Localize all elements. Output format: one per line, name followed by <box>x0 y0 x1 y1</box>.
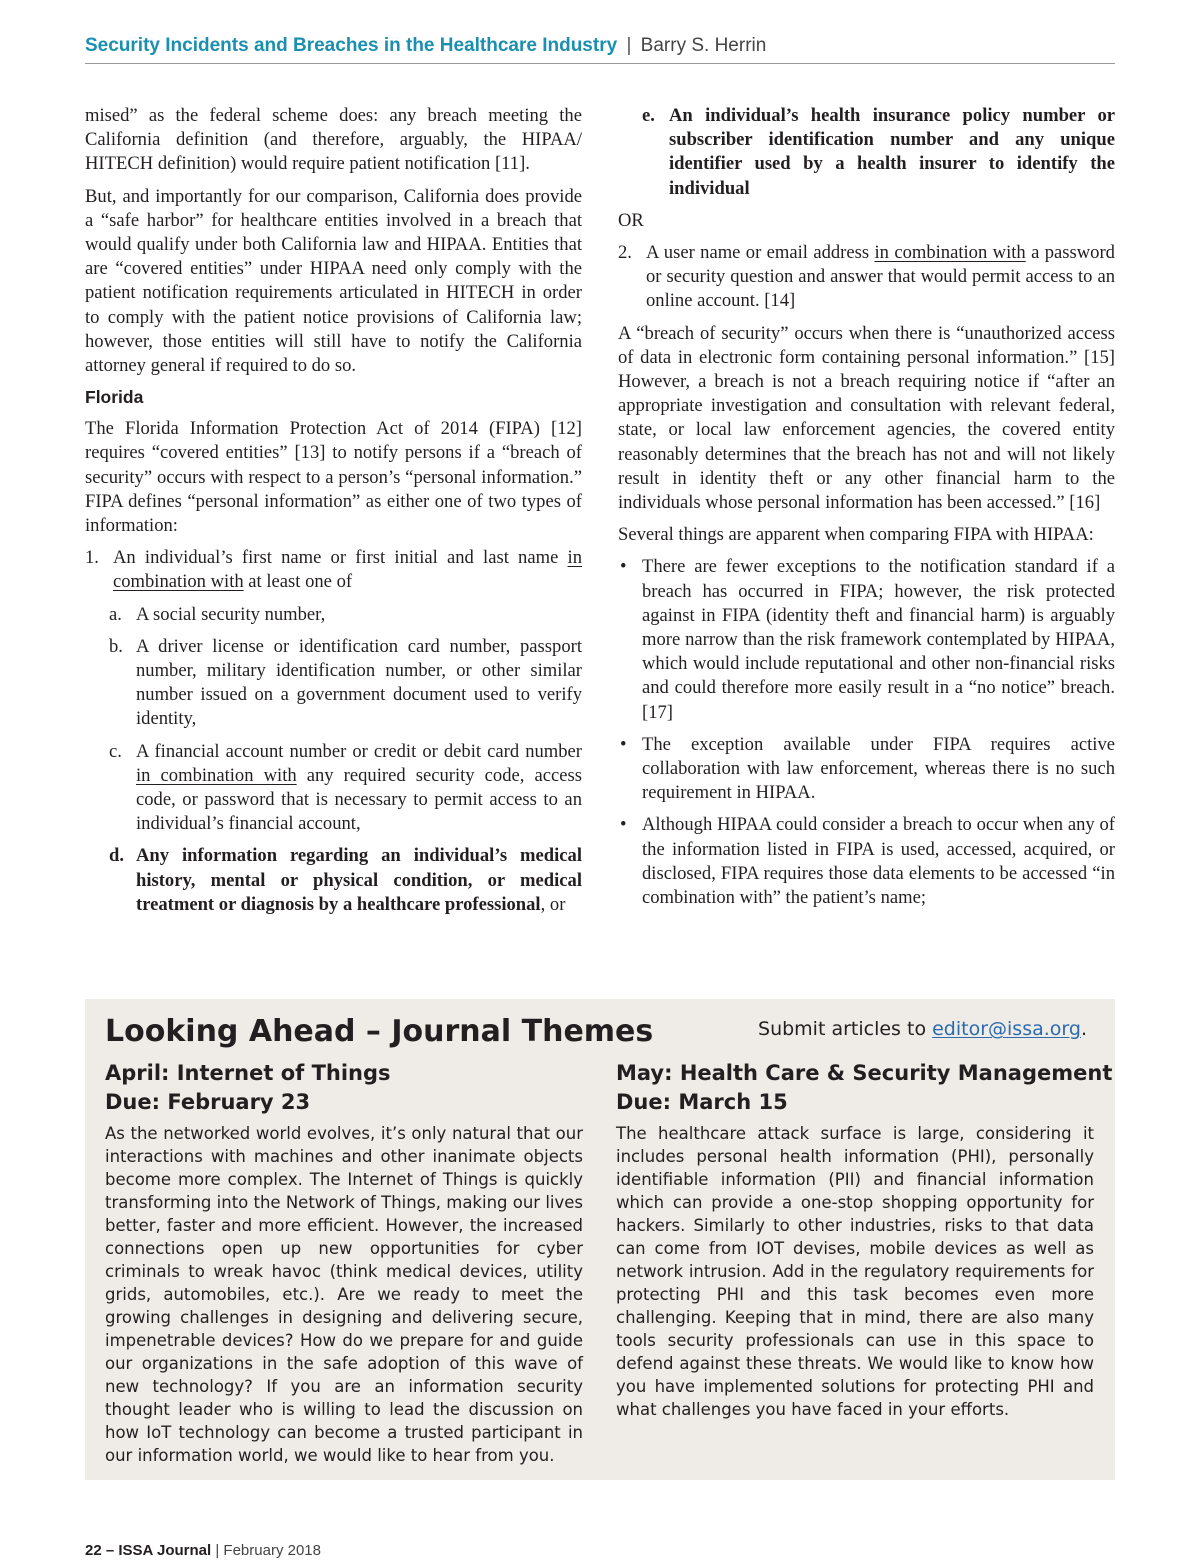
bold-list-text: An individual’s health insurance policy number or subscriber identification number and any unique identifier used by a health insurer to identify the individual <box>669 105 1115 199</box>
or-separator: OR <box>618 209 644 231</box>
list-marker: e. <box>642 105 655 126</box>
list-text: a password or security question and answer that would permit access to an online account. [14] <box>646 242 1115 312</box>
footer-separator: | <box>211 1542 224 1559</box>
theme-heading: May: Health Care & Security Management <box>616 1061 1113 1085</box>
list-item <box>618 241 1115 314</box>
right-column <box>618 104 1115 918</box>
bullet-item <box>618 733 1115 806</box>
section-heading-florida: Florida <box>85 387 144 408</box>
underlined-phrase: in combination with <box>113 547 582 593</box>
list-item <box>85 546 582 594</box>
list-item <box>85 603 582 627</box>
header-rule <box>85 63 1115 64</box>
theme-heading: April: Internet of Things <box>105 1061 391 1085</box>
theme-may <box>616 1059 1113 1421</box>
list-text: A driver license or identification card number, passport number, military identification number, or other similar number issued on a government document used to verify identity, <box>136 635 582 730</box>
theme-due-date: Due: February 23 <box>105 1090 311 1114</box>
list-marker: d. <box>109 845 124 867</box>
list-text: , or <box>540 893 566 915</box>
theme-due-date: Due: March 15 <box>616 1090 788 1114</box>
submit-text: Submit articles to <box>758 1018 933 1040</box>
list-marker: 1. <box>85 547 99 569</box>
bullet-marker: • <box>620 814 627 836</box>
running-header <box>85 34 1115 58</box>
paragraph: A “breach of security” occurs when there is “unauthorized access of data in electronic form containing personal information.” [15] However, a breach is not a breach requiring notice if “after an appropriate investigation and consultation with relevant federal, state, or local law enforcement agencies, the covered entity reasonably determines that the breach has not and will not likely result in identity theft or any other financial harm to the individuals whose personal information has been accessed.” [16] <box>618 322 1115 514</box>
page-number: 22 – <box>85 1542 119 1559</box>
list-text: any required security code, access code, or password that is necessary to permit access to an individual’s financial account, <box>136 764 582 835</box>
bullet-marker: • <box>620 556 627 578</box>
article-author: Barry S. Herrin <box>640 35 767 56</box>
bullet-text: The exception available under FIPA requires active collaboration with law enforcement, whereas there is no such requirement in HIPAA. <box>642 733 1115 804</box>
submit-suffix: . <box>1080 1018 1087 1040</box>
underlined-phrase: in combination with <box>136 764 297 786</box>
theme-description: As the networked world evolves, it’s only natural that our interactions with machines and other inanimate objects become more complex. The Internet of Things is quickly transforming into the Network of Things, making our lives better, faster and more efficient. However, the increased connections open up new opportunities for cyber criminals to wreak havoc (think medical devices, utility grids, automobiles, etc.). Are we ready to meet the growing challenges in designing and delivering secure, impenetrable devices? How do we prepare for and guide our organizations in the safe adoption of this wave of new technology? If you are an information security thought leader who is willing to lead the discussion on how IoT technology can become a trusted participant in our information world, we would like to hear from you. <box>105 1124 584 1465</box>
bullet-text: There are fewer exceptions to the notification standard if a breach has occurred in FIPA; however, the risk protected against in FIPA (identity theft and financial harm) is arguably more narrow than the risk framework contemplated by HIPAA, which would include reputational and other non-financial risks and could therefore more easily result in a “no notice” breach. [17] <box>642 556 1115 723</box>
list-text: A user name or email address <box>646 242 875 264</box>
bullet-item <box>618 813 1115 910</box>
theme-april <box>105 1059 583 1467</box>
bullet-item <box>618 555 1115 724</box>
article-title: Security Incidents and Breaches in the Healthcare Industry <box>85 35 618 56</box>
list-item <box>85 635 582 732</box>
editor-email-link[interactable]: editor@issa.org <box>932 1018 1081 1040</box>
list-text: at least one of <box>243 571 353 593</box>
list-marker: b. <box>109 635 123 657</box>
bold-list-text: Any information regarding an individual’s medical history, mental or physical condition, or medical treatment or diagnosis by a healthcare professional <box>136 845 582 915</box>
list-text: An individual’s first name or first initial and last name <box>113 547 568 569</box>
paragraph: The Florida Information Protection Act of 2014 (FIPA) [12] requires “covered entities” [13] to notify persons if a “breach of security” occurs with respect to a person’s “personal information.” FIPA defines “personal information” as either one of two types of information: <box>85 418 582 537</box>
page-footer <box>85 1541 321 1561</box>
list-marker: c. <box>109 740 122 762</box>
journal-themes-box <box>85 999 1115 1480</box>
submit-articles-line <box>758 1017 1087 1041</box>
themes-title: Looking Ahead – Journal Themes <box>105 1014 654 1049</box>
bullet-marker: • <box>620 733 627 755</box>
list-item <box>85 740 582 837</box>
paragraph: mised” as the federal scheme does: any breach meeting the California definition (and therefore, arguably, the HIPAA/ HITECH definition) would require patient notification [11]. <box>85 105 582 175</box>
issue-date: February 2018 <box>223 1542 321 1559</box>
paragraph: But, and importantly for our comparison, California does provide a “safe harbor” for healthcare entities involved in a breach that would qualify under both California law and HIPAA. Entities that are “covered entities” under HIPAA need only comply with the patient notification requirements articulated in HITECH in order to comply with the patient notice provisions of California law; however, those entities will still have to notify the California attorney general if required to do so. <box>85 185 582 377</box>
list-item <box>618 104 1115 201</box>
list-item <box>85 844 582 917</box>
bullet-text: Although HIPAA could consider a breach to occur when any of the information listed in FIPA is used, accessed, acquired, or disclosed, FIPA requires those data elements to be accessed “in combination with” the patient’s name; <box>642 814 1115 909</box>
underlined-phrase: in combination with <box>874 242 1026 264</box>
list-text: A social security number, <box>136 603 326 625</box>
left-column <box>85 104 582 925</box>
paragraph: Several things are apparent when comparing FIPA with HIPAA: <box>618 524 1094 546</box>
header-separator: | <box>626 35 632 56</box>
list-marker: a. <box>109 603 122 625</box>
list-text: A financial account number or credit or debit card number <box>136 740 582 762</box>
journal-name: ISSA Journal <box>118 1542 212 1559</box>
list-marker: 2. <box>618 242 632 264</box>
theme-description: The healthcare attack surface is large, considering it includes personal health information (PHI), personally identifiable information (PII) and financial information which can provide a one-stop shopping opportunity for hackers. Similarly to other industries, risks to that data can come from IOT devises, mobile devices as well as network intrusion. Add in the regulatory requirements for protecting PHI and this task becomes even more challenging. Keeping that in mind, there are also many tools security professionals can use in this space to defend against these threats. We would like to know how you have implemented solutions for protecting PHI and what challenges you have faced in your efforts. <box>616 1124 1094 1419</box>
